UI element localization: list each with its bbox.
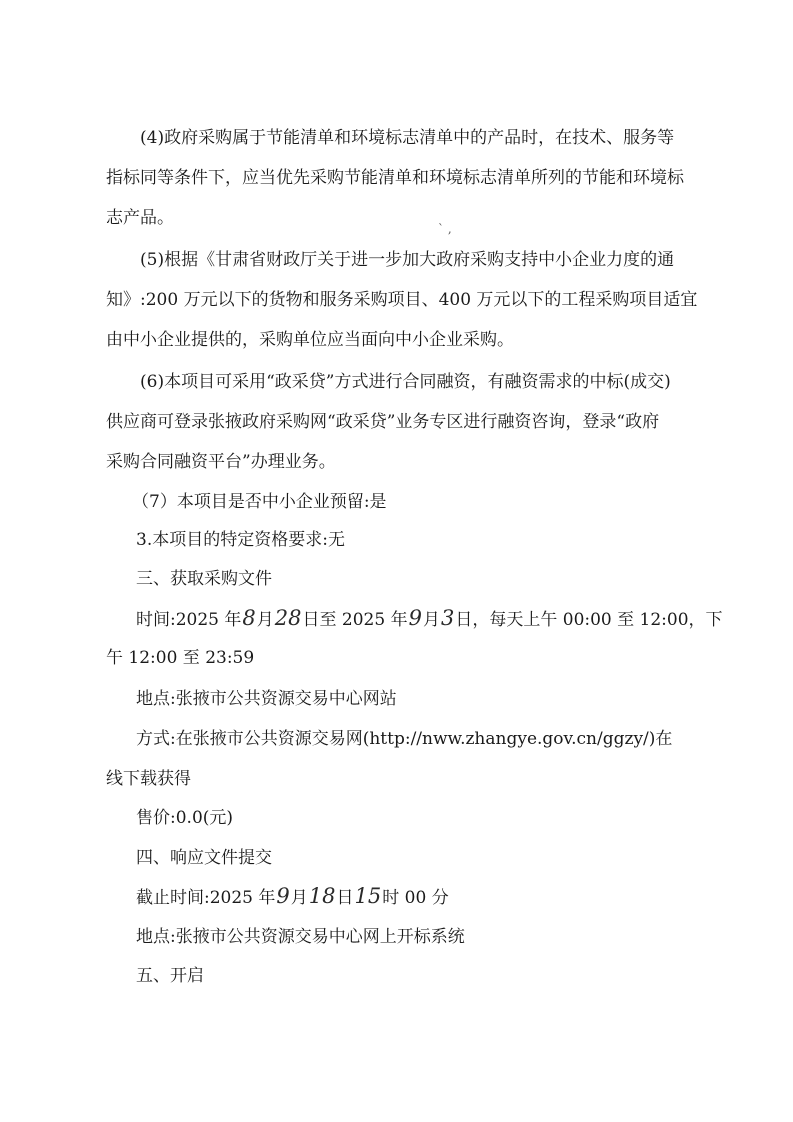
- submission-deadline: [136, 884, 449, 910]
- document-price: 售价:0.0(元): [136, 808, 234, 828]
- time-text-b: 月: [256, 610, 274, 630]
- paragraph-7: （7）本项目是否中小企业预留:是: [132, 492, 387, 512]
- paragraph-5-line-3: 由中小企业提供的，采购单位应当面向中小企业采购。: [106, 330, 514, 350]
- submission-place: 地点:张掖市公共资源交易中心网上开标系统: [136, 927, 465, 947]
- section-3-heading: 三、获取采购文件: [136, 569, 272, 589]
- paragraph-4-line-2: 指标同等条件下，应当优先采购节能清单和环境标志清单所列的节能和环境标: [106, 168, 684, 188]
- scan-dot-mark: ` ,: [438, 222, 452, 236]
- deadline-text-c: 日: [336, 888, 354, 908]
- section-4-heading: 四、响应文件提交: [136, 848, 272, 868]
- time-text-e: 日，每天上午 00:00 至 12:00，下: [455, 610, 723, 630]
- deadline-text-b: 月: [290, 888, 308, 908]
- handwritten-month-end: 9: [408, 606, 422, 630]
- handwritten-deadline-day: 18: [308, 884, 336, 908]
- item-3-qualification: 3.本项目的特定资格要求:无: [136, 530, 345, 550]
- time-text-a: 时间:2025 年: [136, 610, 242, 630]
- handwritten-day-end: 3: [440, 606, 455, 630]
- paragraph-5-line-2: 知》:200 万元以下的货物和服务采购项目、400 万元以下的工程采购项目适宜: [106, 290, 698, 310]
- time-text-d: 月: [422, 610, 440, 630]
- paragraph-6-line-3: 采购合同融资平台”办理业务。: [106, 452, 336, 472]
- paragraph-6-line-2: 供应商可登录张掖政府采购网“政采贷”业务专区进行融资咨询，登录“政府: [106, 412, 660, 432]
- time-text-c: 日至 2025 年: [302, 610, 408, 630]
- handwritten-deadline-month: 9: [276, 884, 290, 908]
- acquisition-place: 地点:张掖市公共资源交易中心网站: [136, 689, 397, 709]
- handwritten-deadline-hour: 15: [354, 884, 382, 908]
- handwritten-month-start: 8: [242, 606, 256, 630]
- handwritten-day-start: 28: [274, 606, 302, 630]
- deadline-text-e: 时 00 分: [382, 888, 449, 908]
- deadline-text-a: 截止时间:2025 年: [136, 888, 276, 908]
- acquisition-time-line-1: [136, 606, 723, 632]
- acquisition-method-line-1: 方式:在张掖市公共资源交易网(http://nww.zhangye.gov.cn/ggzy/)在: [136, 729, 673, 749]
- paragraph-4-line-3: 志产品。: [106, 208, 174, 228]
- acquisition-method-line-2: 线下载获得: [106, 769, 191, 789]
- paragraph-5-line-1: (5)根据《甘肃省财政厅关于进一步加大政府采购支持中小企业力度的通: [140, 250, 675, 270]
- paragraph-6-line-1: (6)本项目可采用“政采贷”方式进行合同融资，有融资需求的中标(成交): [140, 372, 671, 392]
- section-5-heading: 五、开启: [136, 966, 204, 986]
- paragraph-4-line-1: (4)政府采购属于节能清单和环境标志清单中的产品时，在技术、服务等: [140, 128, 675, 148]
- acquisition-time-line-2: 午 12:00 至 23:59: [106, 648, 255, 668]
